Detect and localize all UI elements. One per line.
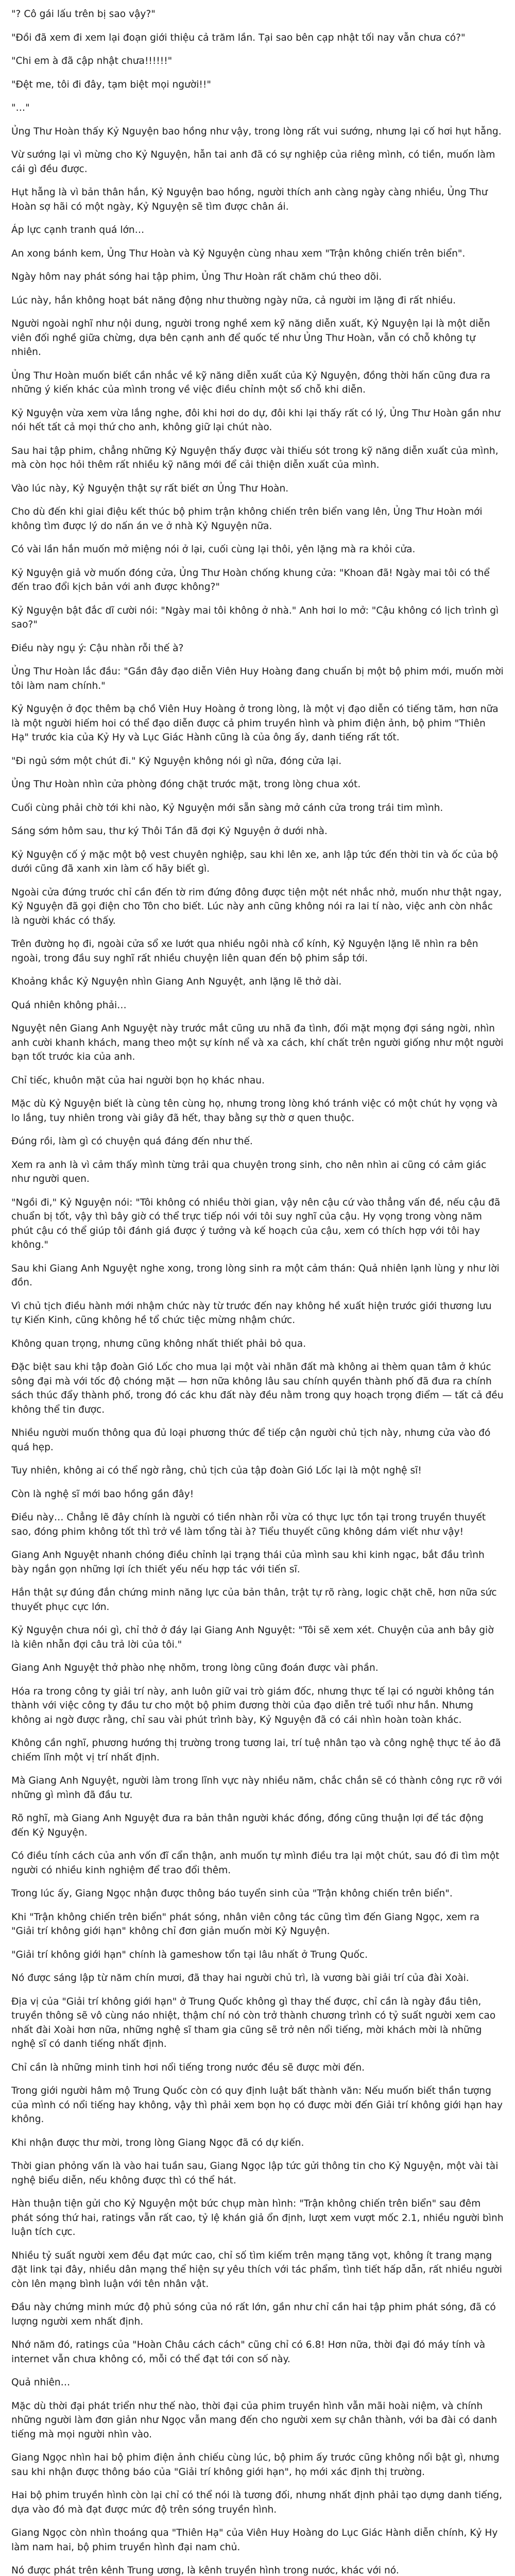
paragraph: Cho dù đến khi giai điệu kết thúc bộ phim trận không chiến trên biển vang lên, Ủng Thư Hoàn mới không tìm được lý do nấn án ve ở nhà Kỷ Nguyện nữa. (11, 506, 483, 532)
paragraph: Nguyệt nên Giang Anh Nguyệt này trước mắt cũng ưu nhã đa tình, đối mặt mọng đợi sáng ngời, nhìn anh cười khanh khách, mang theo một sự kính nể và xa cách, khí chất trên người giống như một người bạn tốt trước kia của anh. (11, 1023, 504, 1062)
paragraph: Giang Ngọc nhìn hai bộ phim điện ảnh chiếu cùng lúc, bộ phim ấy trước cũng không nổi bật gì, nhưng sau khi nhận được thông báo của "Giải trí không giới hạn", họ mới xác định thị trường. (11, 2452, 500, 2478)
paragraph: Khi "Trận không chiến trên biển" phát sóng, nhân viên công tác cũng tìm đến Giang Ngọc, xem ra "Giải trí không giới hạn" không chỉ đơn giản muốn mời Kỷ Nguyện. (11, 1911, 479, 1937)
paragraph: Sau hai tập phim, chẳng những Kỷ Nguyện thấy được vài thiếu sót trong kỹ năng diễn xuất của mình, mà còn học hỏi thêm rất nhiều kỹ năng mới để cải thiện diễn xuất của mình. (11, 445, 499, 470)
paragraph: Nó được sáng lập từ năm chín mươi, đã thay hai người chủ trì, là vương bài giải trí của đài Xoài. (11, 1973, 469, 1984)
paragraph: Khoảng khắc Kỷ Nguyện nhìn Giang Anh Nguyệt, anh lặng lẽ thở dài. (11, 976, 342, 987)
paragraph: Điều này ngụ ý: Cậu nhàn rỗi thế à? (11, 642, 184, 654)
paragraph: Ủng Thư Hoàn muốn biết cần nhắc về kỹ năng diễn xuất của Kỷ Nguyện, đồng thời hấn cũng đưa ra những ý kiến khác của mình trong về việc điều chỉnh một số chỗ khi diễn. (11, 370, 491, 395)
paragraph: Đầu này chứng minh mức độ phủ sóng của nó rất lớn, gần như chỉ cần hai tập phim phát sóng, đã có lượng người xem nhất định. (11, 2302, 496, 2327)
paragraph: Mà Giang Anh Nguyệt, người làm trong lĩnh vực này nhiều năm, chắc chắn sẽ có thành công rực rỡ với những gì mình đã đầu tư. (11, 1775, 502, 1801)
paragraph: "Chi em à đã cập nhật chưa!!!!!!" (11, 56, 173, 66)
paragraph: Ngày hôm nay phát sóng hai tập phim, Ủng Thư Hoàn rất chăm chú theo dõi. (11, 272, 382, 282)
paragraph: Hụt hẫng là vì bản thân hắn, Kỷ Nguyện bao hồng, người thích anh càng ngày càng nhiều, Ủng Thư Hoàn sợ hãi có một ngày, Kỷ Nguyện sẽ tìm được chân ái. (11, 187, 488, 212)
paragraph: Kỷ Nguyện ở đọc thêm bạ chồ Viên Huy Hoàng ở trong lòng, là một vị đạo diễn có tiếng tăm, hơn nữa là một người hiếm hoi có thể đạo diễn được cả phim truyền hình và phim điện ảnh, bộ phim "Thiên Hạ" trước kia của Kỷ Hy và Lục Giác Hành cũng là của ông ấy, danh tiếng rất tốt. (11, 704, 499, 743)
paragraph: Ủng Thư Hoàn lắc đầu: "Gần đây đạo diễn Viên Huy Hoàng đang chuẩn bị một bộ phim mới, muốn mời tôi làm nam chính." (11, 666, 504, 691)
paragraph: "Đệt me, tôi đi đây, tạm biệt mọi người!!" (11, 79, 211, 90)
paragraph: "…" (11, 103, 30, 113)
paragraph: Có điều tính cách của anh vốn đĩ cẩn thận, anh muốn tự mình điều tra lại một chút, sau đó đi tìm một người có nhiều kinh nghiệm để trao đổi thêm. (11, 1851, 500, 1876)
paragraph: "Ngồi đi," Kỷ Nguyện nói: "Tôi không có nhiều thời gian, vậy nên cậu cứ vào thẳng vấn đề, nếu cậu đã chuẩn bị tốt, vậy thì bây giờ có thể trực tiếp nói với tôi suy nghĩ của cậu. Hy vọng trong vòng năm phút cậu có thể giúp tôi đánh giá được ý tưởng và kế hoạch của cậu, xem có thích hợp với tôi hay không." (11, 1197, 501, 1250)
paragraph: Mặc dù Kỷ Nguyện biết là cùng tên cùng họ, nhưng trong lòng khó tránh việc có một chút hy vọng và lo lắng, tuy nhiên trong vài giây đã hết, thay bằng sự thờ ơ quen thuộc. (11, 1098, 498, 1124)
paragraph: Vào lúc này, Kỷ Nguyện thật sự rất biết ơn Ủng Thư Hoàn. (11, 483, 289, 494)
paragraph: Trên đường họ đi, ngoài cửa sổ xe lướt qua nhiều ngôi nhà cổ kính, Kỷ Nguyện lặng lẽ nhìn ra bên ngoài, trong đầu suy nghĩ rất nhiều chuyện liên quan đến bộ phim sắp tới. (11, 939, 478, 964)
paragraph: Ủng Thư Hoàn nhìn cửa phòng đóng chặt trước mặt, trong lòng chua xót. (11, 779, 361, 790)
paragraph: Nó được phát trên kênh Trung ương, là kênh truyền hình trong nước, khác với nó. (11, 2565, 399, 2576)
paragraph: Quả nhiên… (11, 2377, 71, 2388)
paragraph: Quá nhiên không phải… (11, 999, 127, 1011)
paragraph: Có vài lần hắn muốn mở miệng nói ở lại, cuối cùng lại thôi, yên lặng mà ra khỏi cửa. (11, 544, 416, 555)
paragraph: Hàn thuận tiện gửi cho Kỷ Nguyện một bức chụp màn hình: "Trận không chiến trên biển" sau đêm phát sóng thứ hai, ratings vẫn rất cao, tỷ lệ khán giả ổn định, lượt xem vượt mốc 2.1, nhiều người bình luận tích cực. (11, 2198, 504, 2238)
paragraph: Chỉ cần là những minh tinh hơi nổi tiếng trong nước đều sẽ được mời đến. (11, 2062, 365, 2073)
paragraph: "? Cô gái lấu trên bị sao vậy?" (11, 9, 156, 20)
paragraph: Rõ nghĩ, mà Giang Anh Nguyệt đưa ra bản thân người khác đồng, đồng cũng thuận lợi để tác động đến Kỷ Nguyện. (11, 1813, 484, 1838)
paragraph: Nhiều người muốn thông qua đủ loại phương thức để tiếp cận người chủ tịch này, nhưng cửa vào đó quá hẹp. (11, 1428, 491, 1453)
paragraph: Kỷ Nguyện cố ý mặc một bộ vest chuyên nghiệp, sau khi lên xe, anh lập tức đến thời tin và ốc của bộ dưới cũng đã xanh xin làm cố hãy biết gì. (11, 849, 499, 874)
paragraph: Cuối cùng phải chờ tới khi nào, Kỷ Nguyện mới sẵn sàng mở cánh cửa trong trái tim mình. (11, 802, 443, 814)
paragraph: Vừ sướng lại vì mừng cho Kỷ Nguyện, hẫn tai anh đã có sự nghiệp của riêng mình, có tiền, muốn làm cái gì đều được. (11, 149, 495, 175)
paragraph: Không quan trọng, nhưng cũng không nhất thiết phải bỏ qua. (11, 1338, 306, 1349)
paragraph: Không cần nghĩ, phương hướng thị trường trong tương lai, trí tuệ nhân tạo và công nghệ thực tế ảo đã chiếm lĩnh một vị trí nhất định. (11, 1738, 501, 1763)
paragraph: Tuy nhiên, không ai có thể ngờ rằng, chủ tịch của tập đoàn Gió Lốc lại là một nghệ sĩ! (11, 1465, 422, 1476)
paragraph: Giang Anh Nguyệt thở phào nhẹ nhõm, trong lòng cũng đoán được vài phần. (11, 1663, 379, 1673)
paragraph: Kỷ Nguyện giả vờ muốn đóng cửa, Ủng Thư Hoàn chống khung cửa: "Khoan đã! Ngày mai tôi có thể đến trao đổi kịch bản với anh được không?" (11, 567, 490, 592)
paragraph: Xem ra anh là vì cảm thấy mình từng trải qua chuyện trong sinh, cho nên nhìn ai cũng có cảm giác như người quen. (11, 1159, 487, 1184)
paragraph: Kỷ Nguyện bật đắc dĩ cười nói: "Ngày mai tôi không ở nhà." Anh hơi lo mở: "Cậu không có lịch trình gì sao?" (11, 605, 499, 630)
paragraph: Trong giới người hâm mộ Trung Quốc còn có quy định luật bất thành văn: Nếu muốn biết thần tượng của mình có nổi tiếng hay không, vậy thì phải xem bọn họ có được mời đến Giải trí không giới hạn hay không. (11, 2086, 503, 2125)
paragraph: "Đồi đã xem đi xem lại đoạn giới thiệu cả trăm lần. Tại sao bên cạp nhật tối nay vẫn chưa có?" (11, 32, 466, 43)
paragraph: Nhiều tỷ suất người xem đều đạt mức cao, chỉ số tìm kiếm trên mạng tăng vọt, không ít trang mạng đặt link tại đây, nhiều dân mạng thể hiện sự yêu thích với tác phẩm, tình tiết hấp dẫn, rất nhiều người còn lên mạng bình luận với tên nhân vật. (11, 2250, 502, 2290)
paragraph: An xong bánh kem, Ủng Thư Hoàn và Kỷ Nguyện cùng nhau xem "Trận không chiến trên biển". (11, 248, 466, 259)
paragraph: Địa vị của "Giải trí không giới hạn" ở Trung Quốc không gì thay thế được, chỉ cần là ngày đầu tiên, truyền thông sẽ vô cùng náo nhiệt, thậm chí nó còn trở thành chương trình có tỷ suất người xem cao nhất đài Xoài hơn nữa, những nghệ sĩ tham gia cũng sẽ trở nên nổi tiếng, mời khách mời là những nghệ sĩ có danh tiếng nhất định. (11, 1996, 496, 2049)
paragraph: Hắn thật sự đúng đắn chứng minh năng lực của bản thân, trật tự rõ ràng, logic chặt chẽ, hơn nữa sức thuyết phục cực lớn. (11, 1587, 497, 1613)
paragraph: Kỷ Nguyện chưa nói gì, chỉ thở ở đáy lại Giang Anh Nguyệt: "Tôi sẽ xem xét. Chuyện của anh bây giờ là kiên nhẫn đợi câu trả lời của tôi." (11, 1625, 494, 1650)
paragraph: Kỷ Nguyện vừa xem vừa lắng nghe, đôi khi hơi do dự, đôi khi lại thấy rất có lý, Ủng Thư Hoàn gần như nói hết tất cả mọi thứ cho anh, không giữ lại chút nào. (11, 408, 501, 433)
paragraph: Người ngoài nghĩ như nội dung, người trong nghề xem kỹ năng diễn xuất, Kỷ Nguyện lại là một diễn viên đối nghề giữa chừng, dựa bên cạnh anh để quốc tế như Ủng Thư Hoàn, vẫn có chỗ không tự nhiên. (11, 318, 490, 358)
paragraph: Mặc dù thời đại phát triển như thế nào, thời đại của phim truyền hình vẫn mãi hoài niệm, và chính những người làm đơn giản như Ngọc vẫn mang đến cho người xem sự chân thành, với ba đài có danh tiếng mà mọi người nhìn vào. (11, 2400, 497, 2440)
paragraph: Trong lúc ấy, Giang Ngọc nhận được thông báo tuyển sinh của "Trận không chiến trên biển". (11, 1888, 453, 1899)
paragraph: Giang Anh Nguyệt nhanh chóng điều chỉnh lại trạng thái của mình sau khi kinh ngạc, bắt đầu trình bày ngắn gọn những lợi ích thiết yếu nếu hợp tác với tiến sĩ. (11, 1550, 485, 1575)
paragraph: Đặc biệt sau khi tập đoàn Gió Lốc cho mua lại một vài nhãn đất mà không ai thèm quan tâm ở khúc sông đại mà với tốc độ chóng mặt — hơn nữa không lâu sau chính quyền thành phố đã đưa ra chính sách thúc đẩy thành phố, trong đó các khu đất này đều nằm trong quy hoạch trọng điểm — tất cả đều không thể tin được. (11, 1362, 504, 1415)
paragraph: Giang Ngọc còn nhìn thoáng qua "Thiên Hạ" của Viên Huy Hoàng do Lục Giác Hành diễn chính, Kỷ Hy làm nam hai, bộ phim truyền hình đại nam chủ. (11, 2528, 498, 2553)
paragraph: "Giải trí không giới hạn" chính là gameshow tổn tại lâu nhất ở Trung Quốc. (11, 1949, 368, 1960)
paragraph: Đúng rồi, làm gì có chuyện quá đáng đến như thế. (11, 1136, 253, 1147)
paragraph: Thời gian phỏng vấn là vào hai tuần sau, Giang Ngọc lập tức gửi thông tin cho Kỷ Nguyện, một vài tài nghệ biểu diễn, nếu không được thì có thể hát. (11, 2161, 499, 2186)
paragraph: Sáng sớm hôm sau, thư ký Thôi Tần đã đợi Kỷ Nguyện ở dưới nhà. (11, 826, 328, 837)
paragraph: Còn là nghệ sĩ mới bao hồng gần đây! (11, 1488, 194, 1500)
paragraph: Lúc này, hắn không hoạt bát năng động như thường ngày nữa, cả người im lặng đi rất nhiều. (11, 295, 456, 306)
paragraph: Chỉ tiếc, khuôn mặt của hai người bọn họ khác nhau. (11, 1075, 265, 1086)
paragraph: Sau khi Giang Anh Nguyệt nghe xong, trong lòng sinh ra một cảm thán: Quả nhiên lạnh lùng y như lời đồn. (11, 1263, 500, 1288)
paragraph: Điều này… Chẳng lẽ đây chính là người có tiền nhàn rỗi vừa có thực lực tồn tại trong truyền thuyết sao, đóng phim không tốt thì trở về làm tổng tài à? Tiểu thuyết cũng không dám viết như vậy! (11, 1512, 486, 1537)
paragraph: Vì chủ tịch điều hành mới nhậm chức này từ trước đến nay không hề xuất hiện trước giới thương lưu tự Kiến Kinh, cũng không hề tổ chức tiệc mừng nhậm chức. (11, 1300, 492, 1326)
paragraph: Nhớ năm đó, ratings của "Hoàn Châu cách cách" cũng chỉ có 6.8! Hơn nữa, thời đại đó máy tính và internet vẫn chưa không có, mỗi có thể đạt tới con số này. (11, 2340, 486, 2365)
paragraph: Hai bộ phim truyền hình còn lại chỉ có thể nói là tương đối, nhưng nhất định phải tạo dựng danh tiếng, dựa vào đó mà đạt được mức độ trên sóng truyền hình. (11, 2490, 503, 2515)
paragraph: Khi nhận được thư mời, trong lòng Giang Ngọc đã có dự kiến. (11, 2137, 304, 2148)
paragraph: Áp lực cạnh tranh quá lớn… (11, 225, 145, 235)
paragraph: Ngoài cửa đứng trước chỉ cần đến tờ rim đứng đông được tiện một nét nhắc nhở, muốn như thật ngay, Kỷ Nguyện đã gọi điện cho Tôn cho biết. Lúc này anh cũng không nói ra lai tí nào, việc anh còn nhắc là người khác có thấy. (11, 887, 502, 926)
paragraph: Ủng Thư Hoàn thấy Kỷ Nguyện bao hồng như vậy, trong lòng rất vui sướng, nhưng lại cố hơi hụt hẫng. (11, 126, 502, 137)
paragraph: "Đi ngủ sớm một chút đi." Kỷ Nguyện không nói gì nữa, đóng cửa lại. (11, 755, 342, 767)
paragraph: Hóa ra trong công ty giải trí này, anh luôn giữ vai trò giám đốc, nhưng thực tế lại có người không tán thành với việc công ty đầu tư cho một bộ phim đương thời của đạo diễn trẻ tuổi như hắn. Nhưng không ai ngờ được rằng, chỉ sau vài phút trình bày, Kỷ Nguyện đã có cái nhìn hoàn toàn khác. (11, 1686, 494, 1725)
